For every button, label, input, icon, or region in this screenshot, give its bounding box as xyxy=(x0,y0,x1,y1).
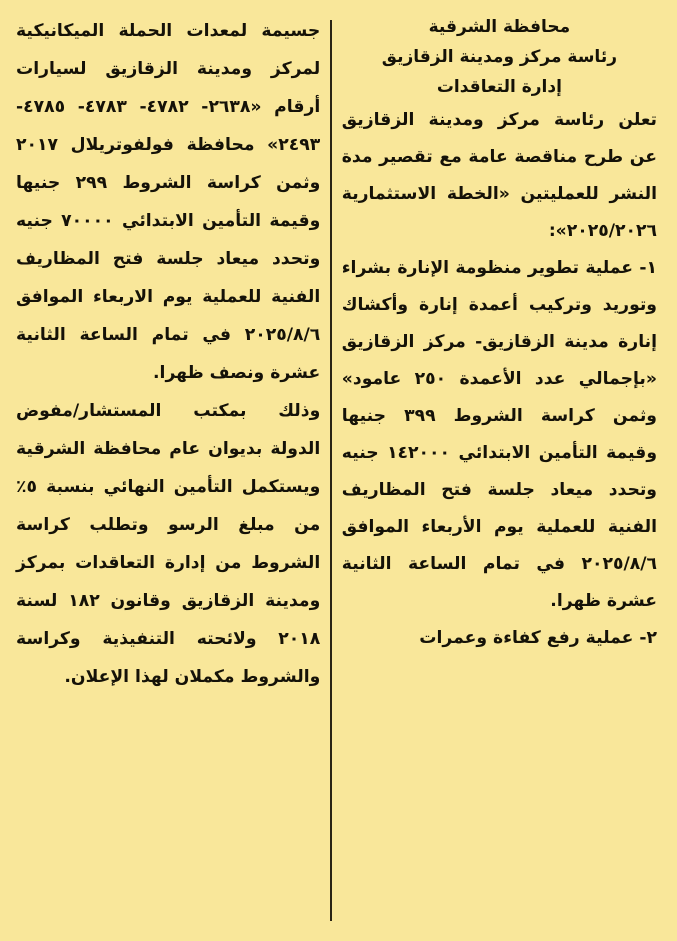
tender-announcement-paragraph: تعلن رئاسة مركز ومدينة الزقازيق عن طرح مناقصة عامة مع تقصير مدة النشر للعمليتين «الخطة الاستثمارية ٢٠٢٥/٢٠٢٦»: xyxy=(341,110,657,241)
column-divider xyxy=(330,20,332,921)
right-column xyxy=(332,12,669,931)
lighting-project-paragraph: ١- عملية تطوير منظومة الإنارة بشراء وتوريد وتركيب أعمدة إنارة وأكشاك إنارة مدينة الزقازيق- مركز الزقازيق «بإجمالي عدد الأعمدة ٢٥٠ عامود» وثمن كراسة الشروط ٣٩٩ جنيها وقيمة التأمين الابتدائي ١٤٢٠٠٠ جنيه وتحدد ميعاد جلسة فتح المظاريف الفنية للعملية يوم الأربعاء الموافق ٢٠٢٥/٨/٦ في تمام الساعة الثانية عشرة ظهرا. xyxy=(341,258,657,611)
header-governorate: محافظة الشرقية xyxy=(428,17,571,37)
closing-terms-paragraph: وذلك بمكتب المستشار/مفوض الدولة بديوان عام محافظة الشرقية ويستكمل التأمين النهائي بنسبة ٥٪ من مبلغ الرسو وتطلب كراسة الشروط من إدارة التعاقدات بمركز ومدينة الزقازيق وقانون ١٨٢ لسنة ٢٠١٨ ولائحته التنفيذية وكراسة والشروط مكملان لهذا الإعلان. xyxy=(16,401,321,687)
two-column-layout xyxy=(8,12,669,931)
left-column xyxy=(8,12,330,931)
second-project-intro: ٢- عملية رفع كفاءة وعمرات xyxy=(419,628,657,648)
vehicle-repair-paragraph: جسيمة لمعدات الحملة الميكانيكية لمركز ومدينة الزقازيق لسيارات أرقام «٢٦٣٨- ٤٧٨٢- ٤٧٨٣- ٤٧٨٥- ٢٤٩٣» محافظة فولفوتريلال ٢٠١٧ وثمن كراسة الشروط ٢٩٩ جنيها وقيمة التأمين الابتدائي ٧٠٠٠٠ جنيه وتحدد ميعاد جلسة فتح المظاريف الفنية للعملية يوم الاربعاء الموافق ٢٠٢٥/٨/٦ في تمام الساعة الثانية عشرة ونصف ظهرا. xyxy=(16,21,321,383)
header-contracts-department: إدارة التعاقدات xyxy=(436,77,562,97)
header-city-council: رئاسة مركز ومدينة الزقازيق xyxy=(381,47,617,67)
